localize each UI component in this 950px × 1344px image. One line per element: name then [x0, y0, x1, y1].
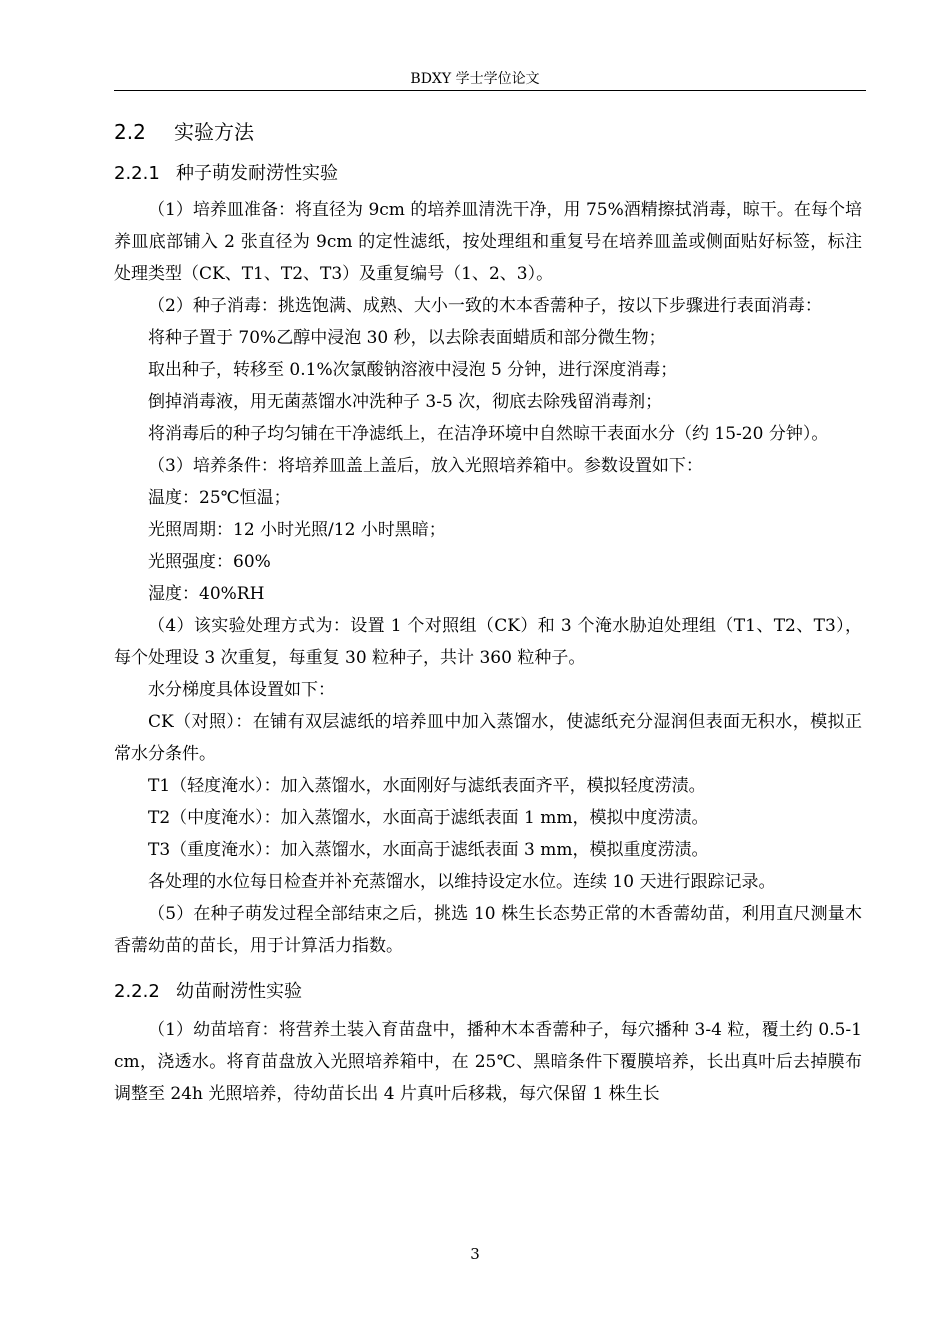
- paragraph: T3（重度淹水）：加入蒸馏水，水面高于滤纸表面 3 mm，模拟重度涝渍。: [148, 840, 709, 860]
- subsection-number: 2.2.2: [114, 981, 160, 1002]
- page-number: 3: [470, 1245, 480, 1263]
- paragraph: T1（轻度淹水）：加入蒸馏水，水面刚好与滤纸表面齐平，模拟轻度涝渍。: [148, 776, 706, 796]
- paragraph: （1）幼苗培育：将营养土装入育苗盘中，播种木本香薷种子，每穴播种 3-4 粒，覆土约 0.5-1 cm，浇透水。将育苗盘放入光照培养箱中，在 25℃、黑暗条件下覆膜培养，长出真叶后去掉膜布调整至 24h 光照培养，待幼苗长出 4 片真叶后移栽，每穴保留 1 株生长: [114, 1020, 862, 1104]
- paragraph: 倒掉消毒液，用无菌蒸馏水冲洗种子 3-5 次，彻底去除残留消毒剂；: [148, 392, 663, 412]
- section-heading: [114, 116, 862, 148]
- paragraph: CK（对照）：在铺有双层滤纸的培养皿中加入蒸馏水，使滤纸充分湿润但表面无积水，模拟正常水分条件。: [114, 712, 862, 764]
- subsection-number: 2.2.1: [114, 163, 160, 184]
- subsection-title: 幼苗耐涝性实验: [176, 981, 302, 1002]
- paragraph: （3）培养条件：将培养皿盖上盖后，放入光照培养箱中。参数设置如下：: [148, 456, 703, 476]
- section-title: 实验方法: [174, 120, 254, 144]
- paragraph: 取出种子，转移至 0.1%次氯酸钠溶液中浸泡 5 分钟，进行深度消毒；: [148, 360, 678, 380]
- paragraph: （2）种子消毒：挑选饱满、成熟、大小一致的木本香薷种子，按以下步骤进行表面消毒：: [148, 296, 822, 316]
- subsection-heading: [114, 976, 862, 1008]
- paragraph: 光照强度：60%: [148, 552, 271, 572]
- running-header: BDXY 学士学位论文: [410, 71, 540, 87]
- paragraph: 将消毒后的种子均匀铺在干净滤纸上，在洁净环境中自然晾干表面水分（约 15-20 分钟）。: [148, 424, 829, 444]
- paragraph: （1）培养皿准备：将直径为 9cm 的培养皿清洗干净，用 75%酒精擦拭消毒，晾干。在每个培养皿底部铺入 2 张直径为 9cm 的定性滤纸，按处理组和重复号在培养皿盖或侧面贴好标签，标注处理类型（CK、T1、T2、T3）及重复编号（1、2、3）。: [114, 200, 862, 284]
- paragraph: 水分梯度具体设置如下：: [148, 680, 335, 700]
- section-number: 2.2: [114, 120, 146, 144]
- paragraph: T2（中度淹水）：加入蒸馏水，水面高于滤纸表面 1 mm，模拟中度涝渍。: [148, 808, 709, 828]
- paragraph: 各处理的水位每日检查并补充蒸馏水，以维持设定水位。连续 10 天进行跟踪记录。: [148, 872, 776, 892]
- paragraph: 温度：25℃恒温；: [148, 488, 291, 508]
- paragraph: 将种子置于 70%乙醇中浸泡 30 秒，以去除表面蜡质和部分微生物；: [148, 328, 666, 348]
- header-rule: [114, 90, 866, 91]
- subsection-heading: [114, 158, 862, 190]
- paragraph: （5）在种子萌发过程全部结束之后，挑选 10 株生长态势正常的木香薷幼苗，利用直尺测量木香薷幼苗的苗长，用于计算活力指数。: [114, 904, 862, 956]
- paragraph: （4）该实验处理方式为：设置 1 个对照组（CK）和 3 个淹水胁迫处理组（T1、T2、T3），每个处理设 3 次重复，每重复 30 粒种子，共计 360 粒种子。: [114, 616, 862, 668]
- document-body: [114, 116, 862, 1110]
- paragraph: 湿度：40%RH: [148, 584, 265, 604]
- paragraph: 光照周期：12 小时光照/12 小时黑暗；: [148, 520, 446, 540]
- subsection-title: 种子萌发耐涝性实验: [176, 163, 338, 184]
